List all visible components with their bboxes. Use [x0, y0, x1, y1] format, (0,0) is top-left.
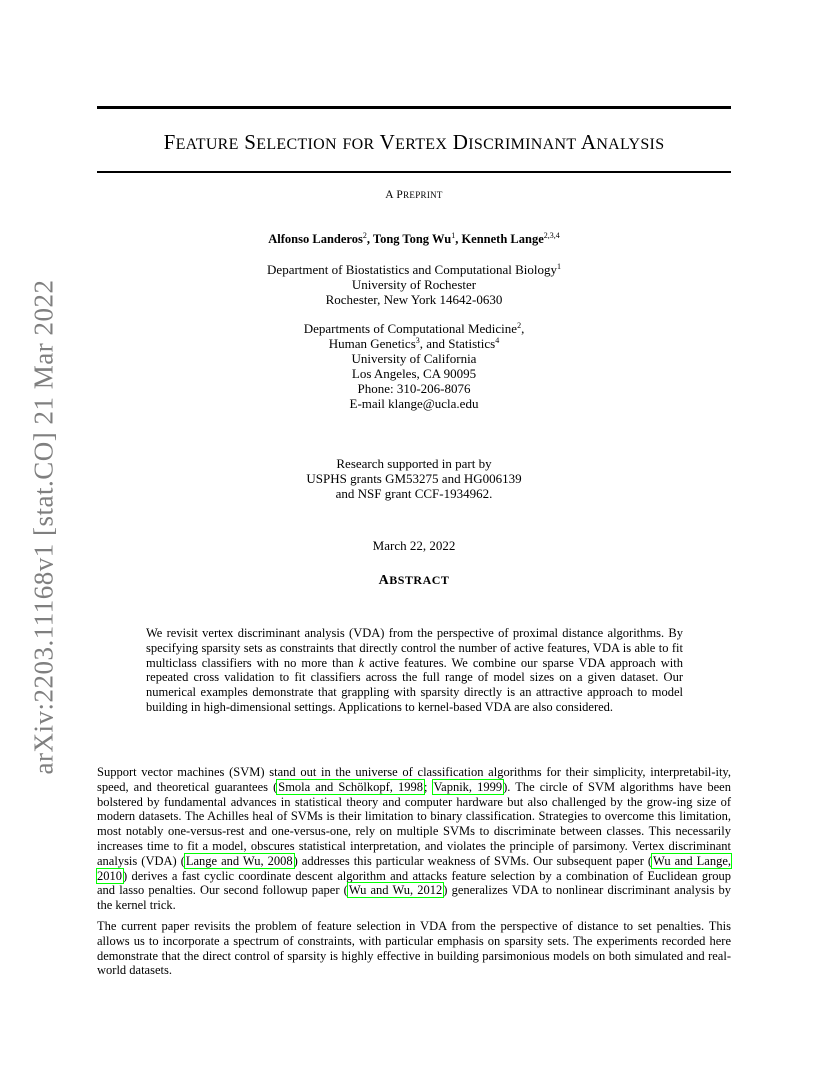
- author-name: Alfonso Landeros: [268, 232, 363, 246]
- citation-link[interactable]: Vapnik, 1999: [433, 779, 503, 794]
- intro-paragraph-2: The current paper revisits the problem of feature selection in VDA from the perspective of distance to set penalties. This allows us to incorporate a spectrum of constraints, with particular emphasis on sparsity sets. The experiments recorded here demonstrate that the direct control of sparsity is highly effective in building parsimonious models on both simulated and real-world datasets.: [97, 919, 731, 978]
- paper-title: FEATURE SELECTION FOR VERTEX DISCRIMINANT ANALYSIS: [163, 130, 665, 154]
- title-rule-top: [97, 106, 731, 109]
- author-list: Alfonso Landeros$^2$, Tong Tong Wu$^1$, Kenneth Lange$^{2,3,4}$: [268, 231, 560, 246]
- funding-note: Research supported in part by USPHS grants GM53275 and HG006139 and NSF grant CCF-1934962.: [306, 456, 522, 501]
- citation-link[interactable]: Wu and Lange, 2010: [97, 853, 732, 883]
- citation-link[interactable]: Wu and Wu, 2012: [348, 883, 443, 898]
- intro-paragraph-1: Support vector machines (SVM) stand out in the universe of classification algorithms for their simplicity, interpretabil-ity, speed, and theoretical guarantees (Smola and Schölkopf, 1998; Vapnik, 1999). The circle of SVM algorithms have been bolstered by fundamental advances in statistical theory and computer hardware but also challenged by the grow-ing size of modern datasets. The Achilles heal of SVMs is their limitation to binary classification. Strategies to overcome this limitation, most notably one-versus-rest and one-versus-one, rely on multiple SVMs to discriminate between classes. This necessarily increases time to fit a model, obscures statistical interpretation, and violates the principle of parsimony. Vertex discriminant analysis (VDA) (Lange and Wu, 2008) addresses this particular weakness of SVMs. Our subsequent paper (Wu and Lange, 2010) derives a fast cyclic coordinate descent algorithm and attacks feature selection by a combination of Euclidean group and lasso penalties. Our second followup paper (Wu and Wu, 2012) generalizes VDA to nonlinear discriminant analysis by the kernel trick.: [97, 765, 732, 913]
- paper-date: March 22, 2022: [372, 538, 456, 553]
- abstract-heading: ABSTRACT: [378, 573, 450, 588]
- abstract-text: We revisit vertex discriminant analysis (VDA) from the perspective of proximal distance algorithms. By specifying sparsity sets as constraints that directly control the number of active features, VDA is able to fit multiclass classifiers with no more than k active features. We combine our sparse VDA approach with repeated cross validation to fit classifiers across the full range of model sizes on a given dataset. Our numerical examples demonstrate that grappling with sparsity directly is an attractive approach to model building in high-dimensional settings. Applications to kernel-based VDA are also considered.: [146, 626, 683, 714]
- affiliation-ucla: Departments of Computational Medicine$^2$, Human Genetics$^3$, and Statistics$^4$ University of California Los Angeles, CA 90095 Phone: 310-206-8076 E-mail klange@ucla.edu: [0, 321, 828, 411]
- author-name: Kenneth Lange: [461, 232, 544, 246]
- citation-link[interactable]: Lange and Wu, 2008: [185, 853, 293, 868]
- arxiv-stamp-text[interactable]: arXiv:2203.11168v1 [stat.CO] 21 Mar 2022: [28, 279, 59, 775]
- citation-link[interactable]: Smola and Schölkopf, 1998: [278, 779, 423, 794]
- email-address: E-mail klange@ucla.edu: [349, 396, 479, 411]
- affiliation-rochester: Department of Biostatistics and Computational Biology$^1$ University of Rochester Rochester, New York 14642-0630: [267, 262, 561, 307]
- preprint-label: A PREPRINT: [385, 189, 443, 201]
- title-rule-bottom: [97, 171, 731, 173]
- author-name: Tong Tong Wu: [372, 232, 452, 246]
